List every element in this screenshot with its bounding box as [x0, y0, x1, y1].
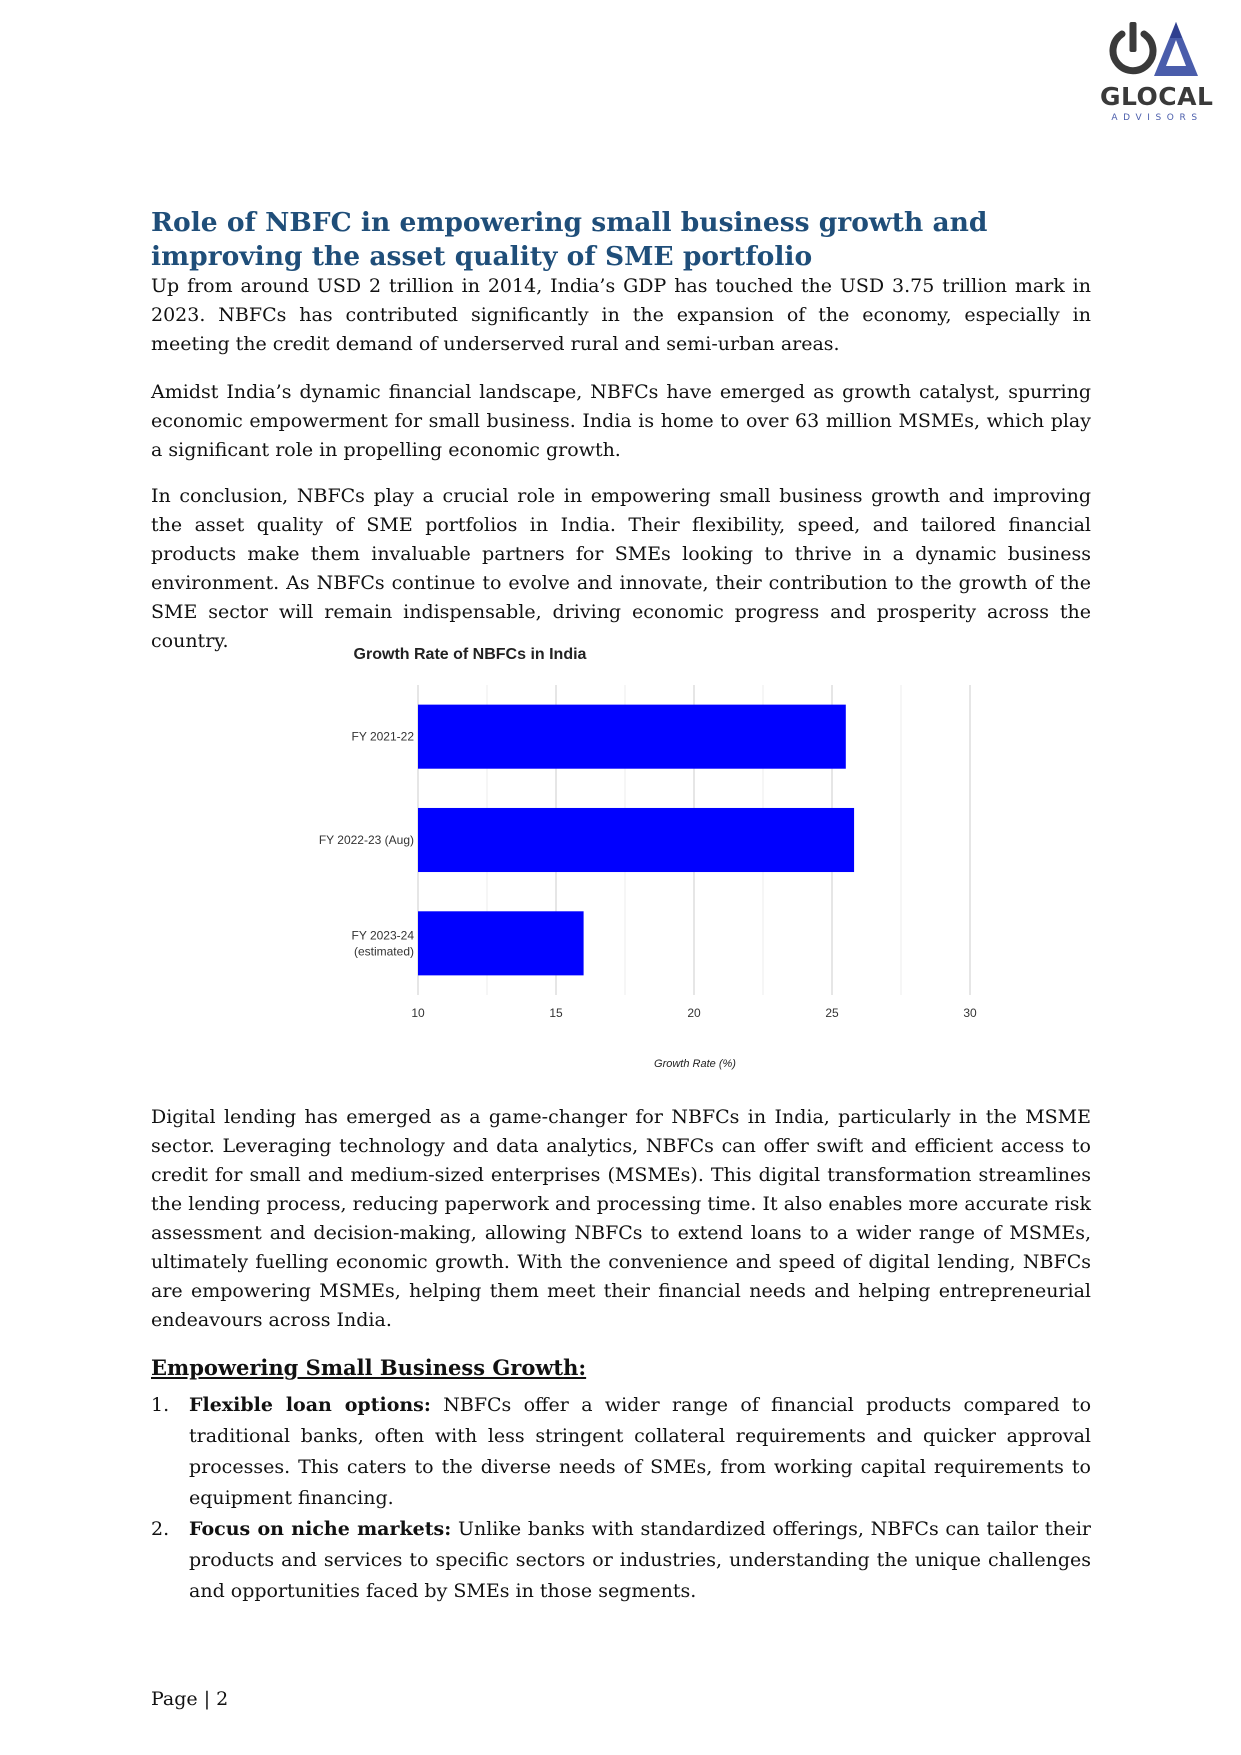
title-line-1: Role of NBFC in empowering small business growth and: [151, 207, 988, 238]
paragraph-digital-lending: Digital lending has emerged as a game-changer for NBFCs in India, particularly in the MSME sector. Leveraging technology and data analytics, NBFCs can offer swift and efficient access to credit for small and medium-sized enterprises (MSMEs). This digital transformation streamlines the lending process, reducing paperwork and processing time. It also enables more accurate risk assessment and decision-making, allowing NBFCs to extend loans to a wider range of MSMEs, ultimately fuelling economic growth. With the convenience and speed of digital lending, NBFCs are empowering MSMEs, helping them meet their financial needs and helping entrepreneurial endeavours across India.: [151, 1106, 1091, 1331]
chart-category-label: (estimated): [353, 944, 414, 959]
growth-rate-chart: [280, 640, 1000, 1070]
list-item: [151, 1390, 1091, 1514]
chart-bar: [418, 705, 846, 769]
logo-mark-icon: [1102, 20, 1212, 82]
page-title: [151, 206, 1101, 274]
chart-x-tick-label: 25: [825, 1006, 839, 1020]
chart-x-axis-label: Growth Rate (%): [654, 1058, 736, 1070]
list-item-label: Focus on niche markets:: [189, 1518, 452, 1540]
chart-bar: [418, 808, 854, 872]
list-item-text: Unlike banks with standardized offerings, NBFCs can tailor their products and services to specific sectors or industries, understanding the unique challenges and opportunities faced by SMEs in those segments.: [189, 1518, 1091, 1602]
chart-bar: [418, 911, 584, 975]
paragraph-landscape: Amidst India’s dynamic financial landscape, NBFCs have emerged as growth catalyst, spurring economic empowerment for small business. India is home to over 63 million MSMEs, which play a significant role in propelling economic growth.: [151, 381, 1091, 461]
chart-category-label: FY 2023-24: [351, 928, 414, 943]
page-number: Page | 2: [151, 1688, 229, 1710]
chart-x-tick-label: 15: [549, 1006, 563, 1020]
chart-x-tick-label: 10: [411, 1006, 425, 1020]
chart-svg: [280, 640, 1000, 1070]
list-item-label: Flexible loan options:: [189, 1394, 431, 1416]
chart-title: Growth Rate of NBFCs in India: [353, 646, 587, 663]
paragraph-conclusion: In conclusion, NBFCs play a crucial role in empowering small business growth and improving the asset quality of SME portfolios in India. Their flexibility, speed, and tailored financial products make them invaluable partners for SMEs looking to thrive in a dynamic business environment. As NBFCs continue to evolve and innovate, their contribution to the growth of the SME sector will remain indispensable, driving economic progress and prosperity across the country.: [151, 485, 1091, 652]
glocal-advisors-logo: [1100, 20, 1214, 125]
growth-list: [151, 1390, 1091, 1607]
title-line-2: improving the asset quality of SME portfolio: [151, 241, 813, 272]
section-heading: Empowering Small Business Growth:: [151, 1355, 587, 1380]
paragraph-gdp: Up from around USD 2 trillion in 2014, India’s GDP has touched the USD 3.75 trillion mark in 2023. NBFCs has contributed significantly in the expansion of the economy, especially in meeting the credit demand of underserved rural and semi-urban areas.: [151, 275, 1091, 355]
chart-category-label: FY 2021-22: [351, 729, 414, 744]
chart-x-tick-label: 30: [963, 1006, 977, 1020]
logo-subtitle: ADVISORS: [1111, 113, 1203, 123]
list-item-text: NBFCs offer a wider range of financial products compared to traditional banks, often with less stringent collateral requirements and quicker approval processes. This caters to the diverse needs of SMEs, from working capital requirements to equipment financing.: [189, 1394, 1092, 1509]
logo-wordmark: GLOCAL: [1100, 82, 1214, 111]
list-item-number: 2.: [151, 1518, 170, 1540]
chart-category-label: FY 2022-23 (Aug): [318, 833, 414, 847]
list-item: [151, 1514, 1091, 1607]
chart-x-tick-label: 20: [687, 1006, 701, 1020]
list-item-number: 1.: [151, 1394, 170, 1416]
